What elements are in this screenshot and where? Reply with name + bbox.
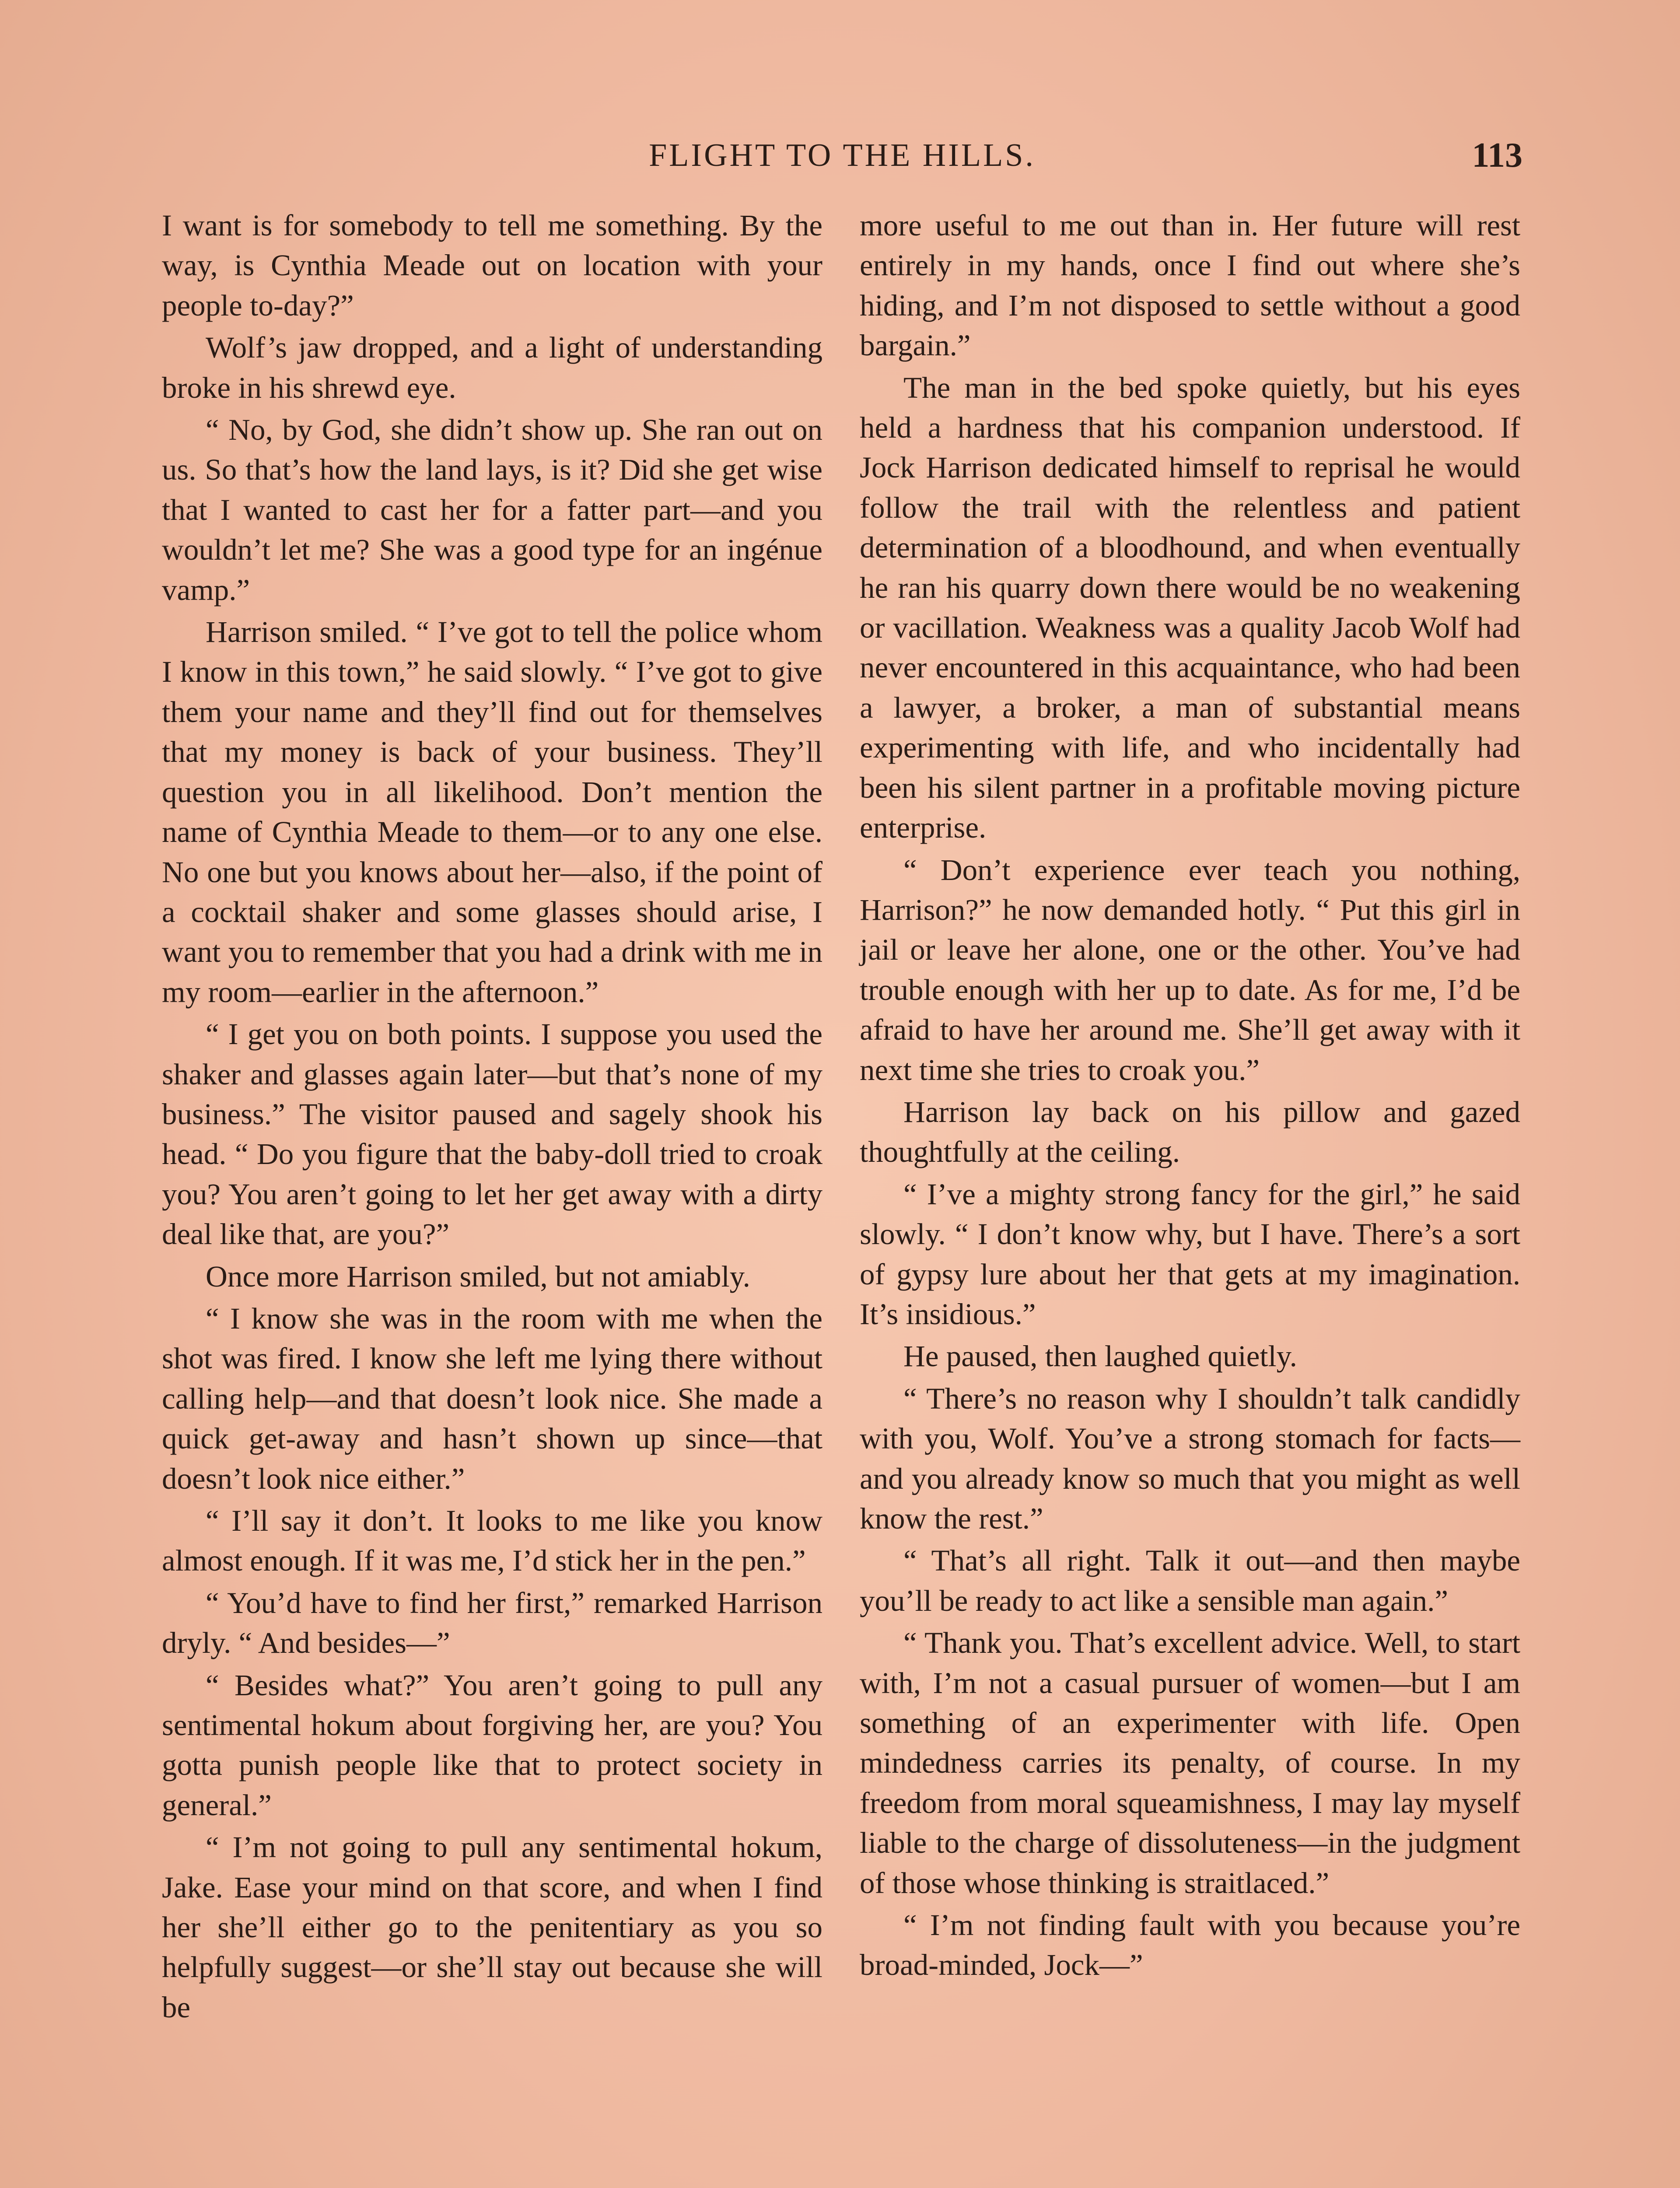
page-number: 113 bbox=[1472, 136, 1522, 175]
paragraph: more useful to me out than in. Her future will rest entirely in my hands, once I find out where she’s hiding, and I’m not disposed to settle without a good bargain.” bbox=[860, 209, 1520, 362]
paragraph: I want is for somebody to tell me something. By the way, is Cynthia Meade out on location with your people to-day?” bbox=[162, 209, 822, 322]
paragraph: “ You’d have to find her first,” remarked Harrison dryly. “ And besides—” bbox=[162, 1586, 822, 1660]
running-title: FLIGHT TO THE HILLS. bbox=[649, 137, 1036, 173]
paragraph: Harrison lay back on his pillow and gazed thoughtfully at the ceiling. bbox=[860, 1095, 1520, 1169]
paragraph: “ No, by God, she didn’t show up. She ran out on us. So that’s how the land lays, is it? Did she get wise that I wanted to cast her for a fatter part—and you wouldn’t let me? She was a good type for an ingénue vamp.” bbox=[162, 413, 822, 607]
paragraph: “ Besides what?” You aren’t going to pull any sentimental hokum about forgiving her, are you? You gotta punish people like that to protect society in general.” bbox=[162, 1668, 822, 1822]
paragraph: “ That’s all right. Talk it out—and then maybe you’ll be ready to act like a sensible man again.” bbox=[860, 1544, 1520, 1617]
paragraph: He paused, then laughed quietly. bbox=[903, 1339, 1297, 1373]
paragraph: “ Thank you. That’s excellent advice. Well, to start with, I’m not a casual pursuer of women—but I am something of an experimenter with life. Open mindedness carries its penalty, of course. In my freedom from moral squeamishness, I may lay myself liable to the charge of dissoluteness—in the judgment of those whose thinking is straitlaced.” bbox=[860, 1626, 1520, 1900]
paragraph: Wolf’s jaw dropped, and a light of understanding broke in his shrewd eye. bbox=[162, 331, 822, 404]
paragraph: The man in the bed spoke quietly, but his eyes held a hardness that his companion understood. If Jock Harrison dedicated himself to reprisal he would follow the trail with the relentless and patient determination of a bloodhound, and when eventually he ran his quarry down there would be no weakening or vacillation. Weakness was a quality Jacob Wolf had never encountered in this acquaintance, who had been a lawyer, a broker, a man of substantial means experimenting with life, and who incidentally had been his silent partner in a profitable moving picture enterprise. bbox=[860, 371, 1520, 845]
paragraph: “ There’s no reason why I shouldn’t talk candidly with you, Wolf. You’ve a strong stomach for facts—and you already know so much that you might as well know the rest.” bbox=[860, 1382, 1520, 1535]
paragraph: Once more Harrison smiled, but not amiably. bbox=[206, 1259, 750, 1293]
page-header bbox=[162, 131, 1522, 179]
paragraph: “ Don’t experience ever teach you nothing, Harrison?” he now demanded hotly. “ Put this girl in jail or leave her alone, one or the other. You’ve had trouble enough with her up to date. As for me, I’d be afraid to have her around me. She’ll get away with it next time she tries to croak you.” bbox=[860, 853, 1520, 1087]
left-column bbox=[162, 206, 822, 2030]
paragraph: “ I’ve a mighty strong fancy for the girl,” he said slowly. “ I don’t know why, but I have. There’s a sort of gypsy lure about her that gets at my imagination. It’s insidious.” bbox=[860, 1177, 1520, 1331]
paragraph: Harrison smiled. “ I’ve got to tell the police whom I know in this town,” he said slowly. “ I’ve got to give them your name and they’ll find out for themselves that my money is back of your business. They’ll question you in all likelihood. Don’t mention the name of Cynthia Meade to them—or to any one else. No one but you knows about her—also, if the point of a cocktail shaker and some glasses should arise, I want you to remember that you had a drink with me in my room—earlier in the afternoon.” bbox=[162, 615, 822, 1009]
paragraph: “ I’m not going to pull any sentimental hokum, Jake. Ease your mind on that score, and when I find her she’ll either go to the penitentiary as you so helpfully suggest—or she’ll stay out because she will be bbox=[162, 1830, 822, 2024]
right-column bbox=[860, 206, 1520, 1988]
paragraph: “ I’m not finding fault with you because you’re broad-minded, Jock—” bbox=[860, 1908, 1520, 1982]
paragraph: “ I get you on both points. I suppose you used the shaker and glasses again later—but that’s none of my business.” The visitor paused and sagely shook his head. “ Do you figure that the baby-doll tried to croak you? You aren’t going to let her get away with a dirty deal like that, are you?” bbox=[162, 1017, 822, 1251]
paragraph: “ I know she was in the room with me when the shot was fired. I know she left me lying there without calling help—and that doesn’t look nice. She made a quick get-away and hasn’t shown up since—that doesn’t look nice either.” bbox=[162, 1301, 822, 1495]
paragraph: “ I’ll say it don’t. It looks to me like you know almost enough. If it was me, I’d stick her in the pen.” bbox=[162, 1504, 822, 1578]
